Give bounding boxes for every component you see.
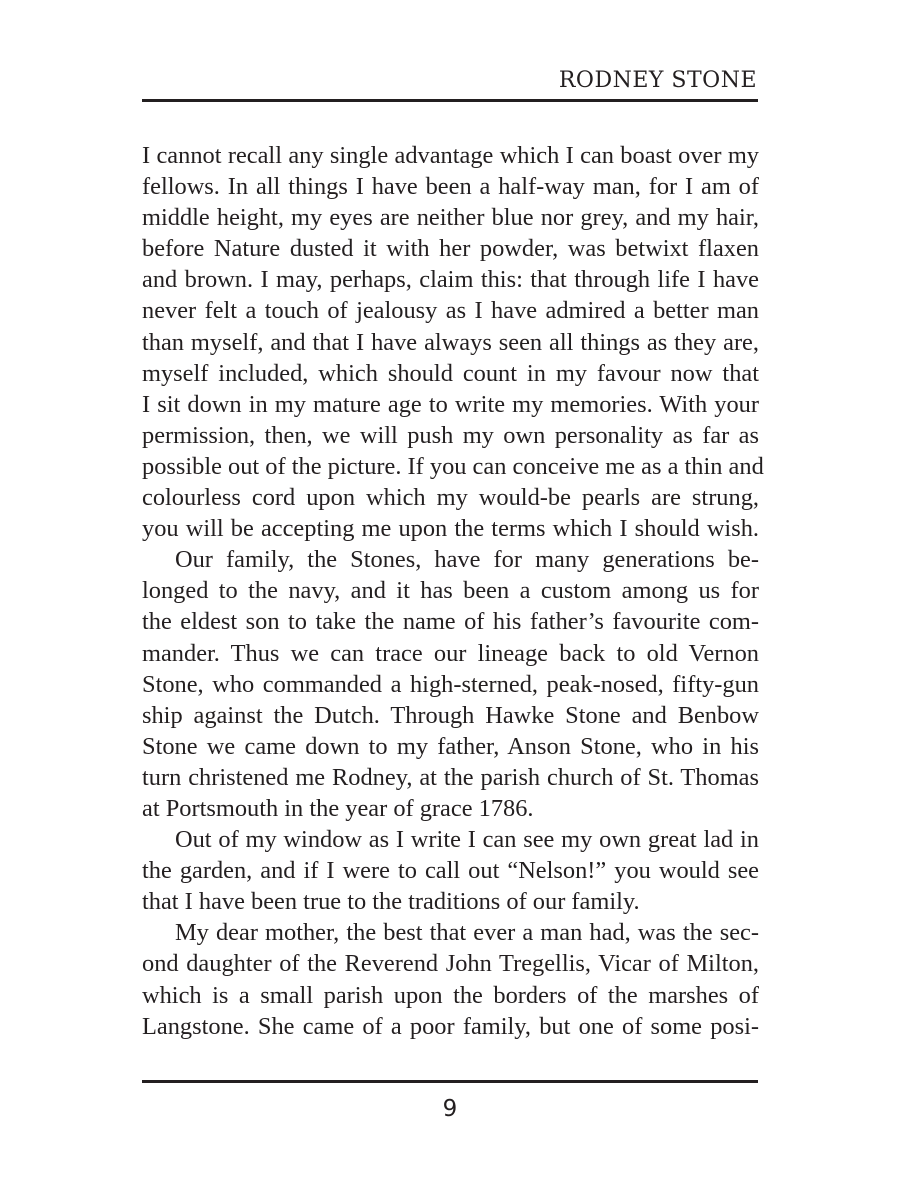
text-line: middle height, my eyes are neither blue nor grey, and my hair, bbox=[142, 204, 759, 232]
paragraph bbox=[142, 824, 759, 917]
text-line: that I have been true to the traditions of our family. bbox=[142, 888, 640, 916]
text-line: turn christened me Rodney, at the parish church of St. Thomas bbox=[142, 763, 759, 791]
text-line: Stone, who commanded a high-sterned, peak-nosed, fifty-gun bbox=[142, 670, 759, 698]
paragraph bbox=[142, 544, 759, 824]
text-line: the garden, and if I were to call out “Nelson!” you would see bbox=[142, 857, 759, 885]
text-line: myself included, which should count in my favour now that bbox=[142, 359, 759, 387]
text-line: I sit down in my mature age to write my memories. With your bbox=[142, 390, 759, 418]
footer-rule bbox=[142, 1080, 758, 1083]
text-line: I cannot recall any single advantage which I can boast over my bbox=[142, 142, 759, 169]
text-line: which is a small parish upon the borders of the marshes of bbox=[142, 981, 759, 1009]
text-line: Out of my window as I write I can see my own great lad in bbox=[175, 826, 759, 854]
text-line: possible out of the picture. If you can conceive me as a thin and bbox=[142, 452, 764, 480]
paragraph bbox=[142, 917, 759, 1041]
body-text bbox=[142, 140, 764, 1042]
text-line: and brown. I may, perhaps, claim this: that through life I have bbox=[142, 266, 759, 294]
text-line: permission, then, we will push my own personality as far as bbox=[142, 421, 759, 449]
text-line: Langstone. She came of a poor family, but one of some posi- bbox=[142, 1012, 759, 1040]
paragraph bbox=[142, 140, 764, 544]
text-line: before Nature dusted it with her powder, was betwixt flaxen bbox=[142, 235, 759, 263]
text-line: Our family, the Stones, have for many generations be- bbox=[175, 546, 759, 574]
text-line: never felt a touch of jealousy as I have admired a better man bbox=[142, 297, 759, 325]
text-line: ship against the Dutch. Through Hawke Stone and Benbow bbox=[142, 701, 759, 729]
text-line: colourless cord upon which my would-be pearls are strung, bbox=[142, 484, 759, 512]
text-line: My dear mother, the best that ever a man had, was the sec- bbox=[175, 919, 759, 947]
text-line: at Portsmouth in the year of grace 1786. bbox=[142, 794, 534, 822]
text-line: you will be accepting me upon the terms which I should wish. bbox=[142, 515, 759, 543]
text-line: mander. Thus we can trace our lineage back to old Vernon bbox=[142, 639, 759, 667]
text-line: fellows. In all things I have been a half-way man, for I am of bbox=[142, 173, 759, 201]
text-line: than myself, and that I have always seen all things as they are, bbox=[142, 328, 759, 356]
text-line: Stone we came down to my father, Anson Stone, who in his bbox=[142, 732, 759, 760]
text-line: longed to the navy, and it has been a custom among us for bbox=[142, 577, 759, 605]
page-number: 9 bbox=[442, 1096, 458, 1122]
text-line: the eldest son to take the name of his father’s favourite com- bbox=[142, 608, 759, 636]
header-rule bbox=[142, 99, 758, 102]
text-line: ond daughter of the Reverend John Tregellis, Vicar of Milton, bbox=[142, 950, 759, 978]
running-head-title: RODNEY STONE bbox=[558, 68, 757, 93]
